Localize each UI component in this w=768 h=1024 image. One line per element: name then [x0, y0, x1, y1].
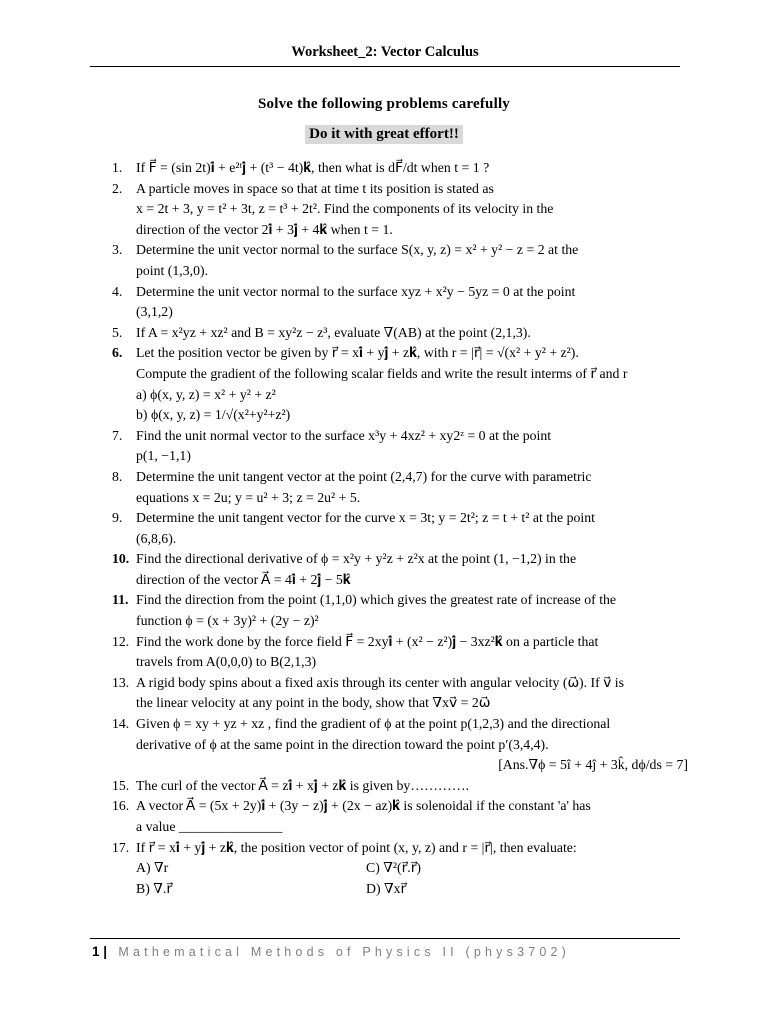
- problem-number: 15.: [112, 777, 130, 793]
- problem-text: Find the unit normal vector to the surface x³y + 4xz² + xy2ᶻ = 0 at the point: [136, 427, 552, 443]
- problem-5: [112, 323, 692, 344]
- problem-text: point (1,3,0).: [136, 262, 209, 278]
- choice-b: B) ∇.r⃗: [136, 880, 173, 896]
- problem-text: a value _______________: [136, 819, 283, 834]
- problem-list: [112, 158, 692, 899]
- problem-text: Determine the unit tangent vector at the point (2,4,7) for the curve with parametric: [136, 468, 592, 484]
- problem-text: A rigid body spins about a fixed axis through its center with angular velocity (ω⃗). If v⃗ is: [136, 674, 624, 690]
- problem-text: The curl of the vector A⃗ = z𝐢̂ + x𝐣̂ + z𝐤̂ is given by………….: [136, 777, 469, 793]
- problem-number: 17.: [112, 839, 130, 855]
- problem-number: 11.: [112, 592, 129, 608]
- problem-text: Compute the gradient of the following scalar fields and write the result interms of r⃗ and r: [136, 365, 628, 381]
- problem-number: 12.: [112, 633, 130, 649]
- problem-text: Find the directional derivative of ϕ = x²y + y²z + z²x at the point (1, −1,2) in the: [136, 551, 577, 567]
- problem-text: the linear velocity at any point in the body, show that ∇xv⃗ = 2ω⃗: [136, 695, 491, 711]
- problem-text: Determine the unit tangent vector for the curve x = 3t; y = 2t²; z = t + t² at the point: [136, 510, 595, 526]
- page-footer: [92, 944, 570, 960]
- page-header: Worksheet_2: Vector Calculus: [90, 44, 680, 67]
- problem-17: [112, 838, 692, 900]
- problem-text: Find the work done by the force field F⃗ = 2xy𝐢̂ + (x² − z²)𝐣̂ − 3xz²𝐤̂ on a particle that: [136, 633, 599, 649]
- problem-text: A vector A⃗ = (5x + 2y)𝐢̂ + (3y − z)𝐣̂ + (2x − az)𝐤̂ is solenoidal if the constant 'a' has: [136, 798, 591, 814]
- problem-10: [112, 549, 692, 590]
- problem-number: 9.: [112, 510, 123, 526]
- problem-3: [112, 240, 692, 281]
- subtitle-highlight: Do it with great effort!!: [305, 125, 463, 144]
- choice-c: C) ∇²(r⃗.r⃗): [366, 860, 421, 876]
- problem-number: 3.: [112, 242, 123, 258]
- problem-6: [112, 343, 692, 425]
- problem-number: 2.: [112, 180, 123, 196]
- problem-number: 1.: [112, 160, 123, 175]
- problem-9: [112, 508, 692, 549]
- problem-2: [112, 179, 692, 241]
- problem-number: 14.: [112, 716, 130, 732]
- problem-text: Let the position vector be given by r⃗ = x𝐢̂ + y𝐣̂ + z𝐤̂, with r = |r⃗| = √(x² + y² + z²).: [136, 345, 579, 361]
- problem-text: direction of the vector A⃗ = 4𝐢̂ + 2𝐣̂ − 5𝐤̂: [136, 571, 351, 587]
- sub-item-b: b) ϕ(x, y, z) = 1/√(x²+y²+z²): [136, 407, 291, 423]
- problem-1: [112, 158, 692, 179]
- problem-number: 7.: [112, 427, 123, 443]
- footer-divider: [90, 938, 680, 939]
- problem-11: [112, 590, 692, 631]
- problem-text: derivative of ϕ at the same point in the direction toward the point p′(3,4,4).: [136, 736, 549, 752]
- problem-8: [112, 467, 692, 508]
- subtitle-wrap: [0, 125, 768, 144]
- problem-text: function ϕ = (x + 3y)² + (2y − z)²: [136, 613, 319, 629]
- problem-text: p(1, −1,1): [136, 448, 191, 464]
- page-number: 1 |: [92, 944, 108, 959]
- problem-7: [112, 426, 692, 467]
- problem-12: [112, 632, 692, 673]
- problem-text: A particle moves in space so that at time t its position is stated as: [136, 180, 494, 196]
- choice-grid: [136, 858, 692, 899]
- main-title: Solve the following problems carefully: [257, 96, 511, 112]
- choice-d: D) ∇xr⃗: [366, 880, 407, 896]
- problem-number: 5.: [112, 324, 123, 340]
- problem-text: If r⃗ = x𝐢̂ + y𝐣̂ + z𝐤̂, the position vector of point (x, y, z) and r = |r⃗|, then evaluate:: [136, 839, 577, 855]
- problem-text: (6,8,6).: [136, 530, 177, 546]
- problem-13: [112, 673, 692, 714]
- problem-text: (3,1,2): [136, 304, 173, 320]
- problem-15: [112, 776, 692, 797]
- problem-4: [112, 282, 692, 323]
- problem-number: 8.: [112, 468, 123, 484]
- problem-number: 4.: [112, 283, 123, 299]
- problem-text: If A = x²yz + xz² and B = xy²z − z³, evaluate ∇(AB) at the point (2,1,3).: [136, 324, 531, 340]
- problem-text: Determine the unit vector normal to the surface S(x, y, z) = x² + y² − z = 2 at the: [136, 242, 579, 258]
- problem-16: [112, 796, 692, 837]
- problem-text: x = 2t + 3, y = t² + 3t, z = t³ + 2t². Find the components of its velocity in the: [136, 201, 554, 217]
- problem-text: If F⃗ = (sin 2t)𝐢̂ + e²ᵗ𝐣̂ + (t³ − 4t)𝐤̂, then what is dF⃗/dt when t = 1 ?: [136, 160, 490, 175]
- course-title: Mathematical Methods of Physics II (phys3702): [118, 945, 571, 959]
- problem-text: direction of the vector 2𝐢̂ + 3𝐣̂ + 4𝐤̂ when t = 1.: [136, 221, 393, 237]
- problem-14: [112, 714, 692, 776]
- answer-note: [Ans.∇ϕ = 5î + 4ĵ + 3k̂, dϕ/ds = 7]: [498, 757, 688, 773]
- sub-item-a: a) ϕ(x, y, z) = x² + y² + z²: [136, 386, 276, 402]
- problem-number: 10.: [112, 551, 130, 567]
- problem-number: 16.: [112, 798, 130, 814]
- problem-text: travels from A(0,0,0) to B(2,1,3): [136, 654, 317, 670]
- choice-a: A) ∇r: [136, 860, 169, 876]
- problem-text: Determine the unit vector normal to the surface xyz + x²y − 5yz = 0 at the point: [136, 283, 576, 299]
- problem-text: equations x = 2u; y = u² + 3; z = 2u² + 5.: [136, 489, 361, 505]
- problem-text: Given ϕ = xy + yz + xz , find the gradient of ϕ at the point p(1,2,3) and the directional: [136, 716, 611, 732]
- problem-number: 6.: [112, 345, 123, 361]
- problem-text: Find the direction from the point (1,1,0) which gives the greatest rate of increase of the: [136, 592, 617, 608]
- problem-number: 13.: [112, 674, 130, 690]
